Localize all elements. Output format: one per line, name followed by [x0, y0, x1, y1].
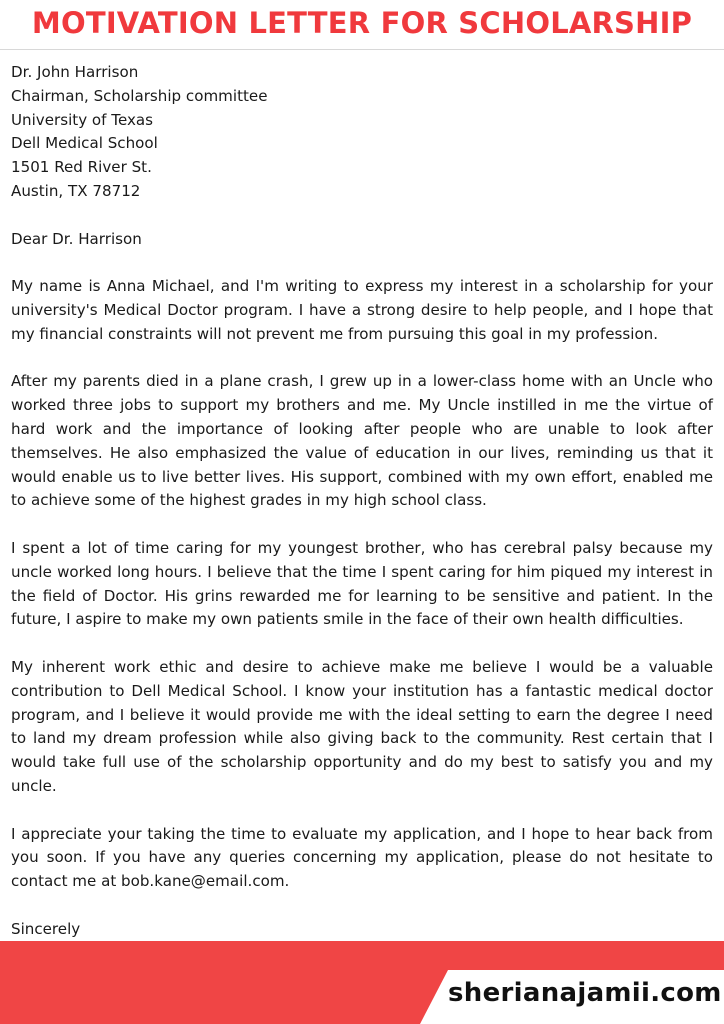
recipient-address — [11, 61, 713, 204]
page-title: MOTIVATION LETTER FOR SCHOLARSHIP — [31, 6, 693, 40]
salutation: Dear Dr. Harrison — [11, 229, 142, 248]
address-line: University of Texas — [11, 110, 154, 129]
address-line: Chairman, Scholarship committee — [11, 86, 268, 105]
body-paragraph: My inherent work ethic and desire to achieve make me believe I would be a valuable contribution to Dell Medical School. I know your institution has a fantastic medical doctor program, and I believe it would provide me with the ideal setting to earn the degree I need to land my dream profession while also giving back to the community. Rest certain that I would take full use of the scholarship opportunity and do my best to satisfy you and my uncle. — [11, 657, 713, 795]
title-divider — [0, 49, 724, 50]
letter-body — [11, 61, 713, 965]
body-paragraph: My name is Anna Michael, and I'm writing to express my interest in a scholarship for your university's Medical Doctor program. I have a strong desire to help people, and I hope that my financial constraints will not prevent me from pursuing this goal in my profession. — [11, 277, 713, 343]
footer-brand-link[interactable]: sherianajamii.com — [448, 978, 722, 1008]
address-line: Dr. John Harrison — [11, 63, 139, 81]
body-paragraph: I spent a lot of time caring for my youngest brother, who has cerebral palsy because my uncle worked long hours. I believe that the time I spent caring for him piqued my interest in the field of Doctor. His grins rewarded me for learning to be sensitive and patient. In the future, I aspire to make my own patients smile in the face of their own health difficulties. — [11, 538, 713, 629]
valediction: Sincerely — [11, 919, 81, 938]
address-line: Austin, TX 78712 — [11, 181, 141, 200]
body-paragraph: I appreciate your taking the time to evaluate my application, and I hope to hear back from you soon. If you have any queries concerning my application, please do not hesitate to contact me at bob.kane@email.com. — [11, 824, 713, 891]
body-paragraph: After my parents died in a plane crash, I grew up in a lower-class home with an Uncle who worked three jobs to support my brothers and me. My Uncle instilled in me the virtue of hard work and the importance of looking after people who are unable to look after themselves. He also emphasized the value of education in our lives, reminding us that it would enable us to live better lives. His support, combined with my own effort, enabled me to achieve some of the highest grades in my high school class. — [11, 372, 713, 510]
address-line: 1501 Red River St. — [11, 158, 152, 177]
address-line: Dell Medical School — [11, 134, 158, 153]
